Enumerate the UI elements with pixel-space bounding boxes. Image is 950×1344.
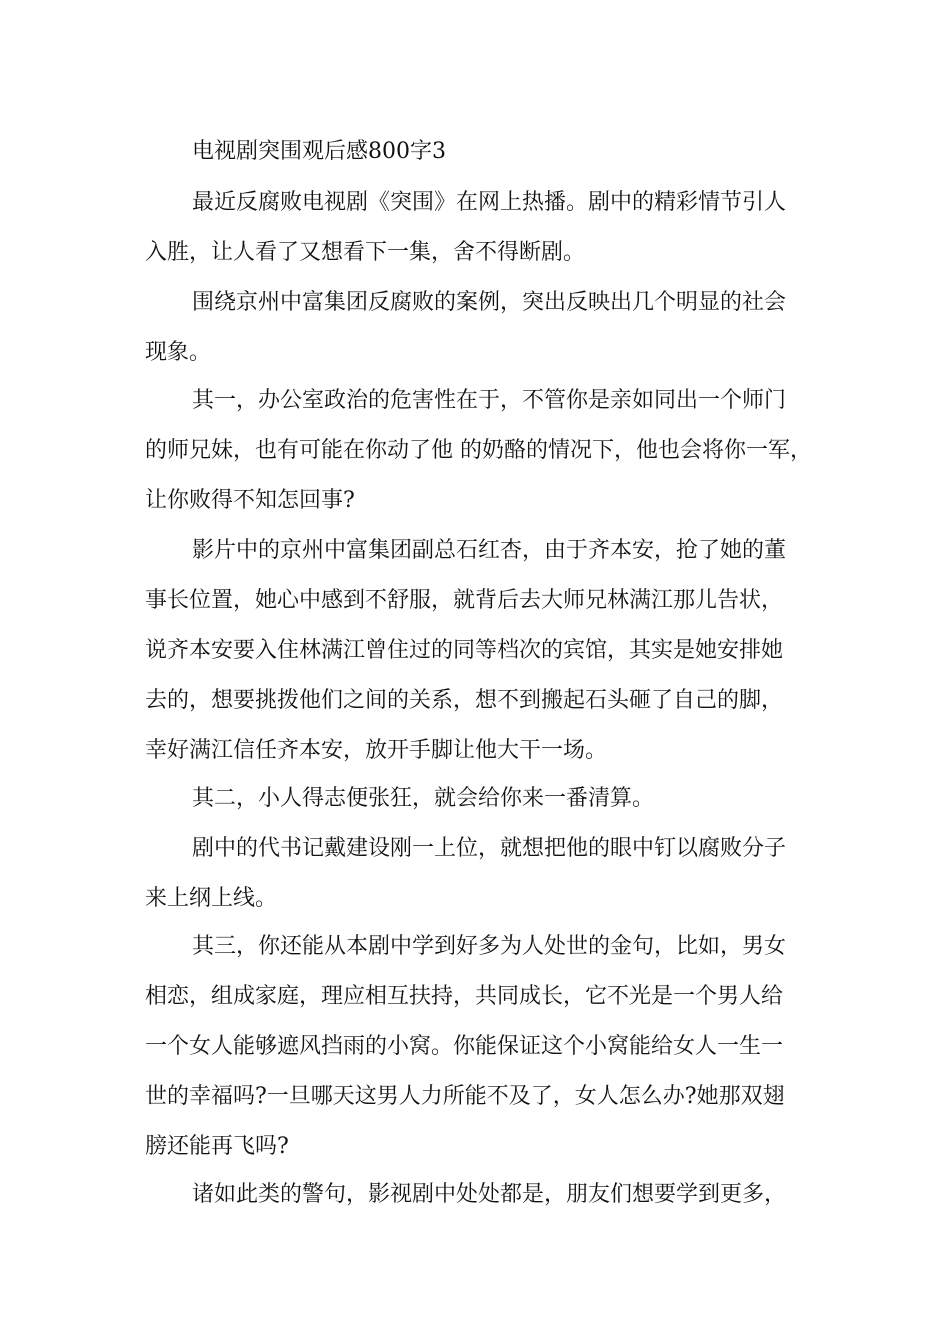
paragraph-8 [145,1170,815,1220]
paragraph-line: 世的幸福吗?一旦哪天这男人力所能不及了，女人怎么办?她那双翅 [145,1084,785,1109]
paragraph-line: 围绕京州中富集团反腐败的案例，突出反映出几个明显的社会 [192,290,787,315]
paragraph-line: 让你败得不知怎回事? [145,488,355,513]
paragraph-line: 事长位置，她心中感到不舒服，就背后去大师兄林满江那儿告状， [145,588,784,613]
paragraph-3 [145,376,815,526]
paragraph-line: 其一，办公室政治的危害性在于，不管你是亲如同出一个师门 [192,388,787,413]
paragraph-line: 现象。 [145,340,212,365]
paragraph-1 [145,178,815,278]
paragraph-5 [145,774,815,824]
paragraph-4 [145,526,815,776]
paragraph-line: 影片中的京州中富集团副总石红杏，由于齐本安，抢了她的董 [192,538,787,563]
paragraph-line: 其二，小人得志便张狂，就会给你来一番清算。 [192,786,655,811]
paragraph-2 [145,278,815,378]
paragraph-line: 其三，你还能从本剧中学到好多为人处世的金句，比如，男女 [192,934,787,959]
paragraph-line: 一个女人能够遮风挡雨的小窝。你能保证这个小窝能给女人一生一 [145,1034,784,1059]
document-title: 电视剧突围观后感800字3 [192,139,446,164]
paragraph-line: 剧中的代书记戴建设刚一上位，就想把他的眼中钉以腐败分子 [192,836,787,861]
paragraph-line: 来上纲上线。 [145,886,278,911]
paragraph-6 [145,824,815,924]
paragraph-line: 相恋，组成家庭，理应相互扶持，共同成长，它不光是一个男人给 [145,984,784,1009]
paragraph-7 [145,922,815,1172]
paragraph-line: 幸好满江信任齐本安，放开手脚让他大干一场。 [145,738,608,763]
paragraph-line: 膀还能再飞吗? [145,1134,289,1159]
paragraph-line: 说齐本安要入住林满江曾住过的同等档次的宾馆，其实是她安排她 [145,638,784,663]
paragraph-line: 的师兄妹，也有可能在你动了他 的奶酪的情况下，他也会将你一军， [145,438,812,463]
paragraph-line: 入胜，让人看了又想看下一集，舍不得断剧。 [145,240,586,265]
paragraph-line: 去的，想要挑拨他们之间的关系，想不到搬起石头砸了自己的脚， [145,688,784,713]
paragraph-line: 诸如此类的警句，影视剧中处处都是，朋友们想要学到更多， [192,1182,787,1207]
paragraph-line: 最近反腐败电视剧《突围》在网上热播。剧中的精彩情节引人 [192,190,787,215]
